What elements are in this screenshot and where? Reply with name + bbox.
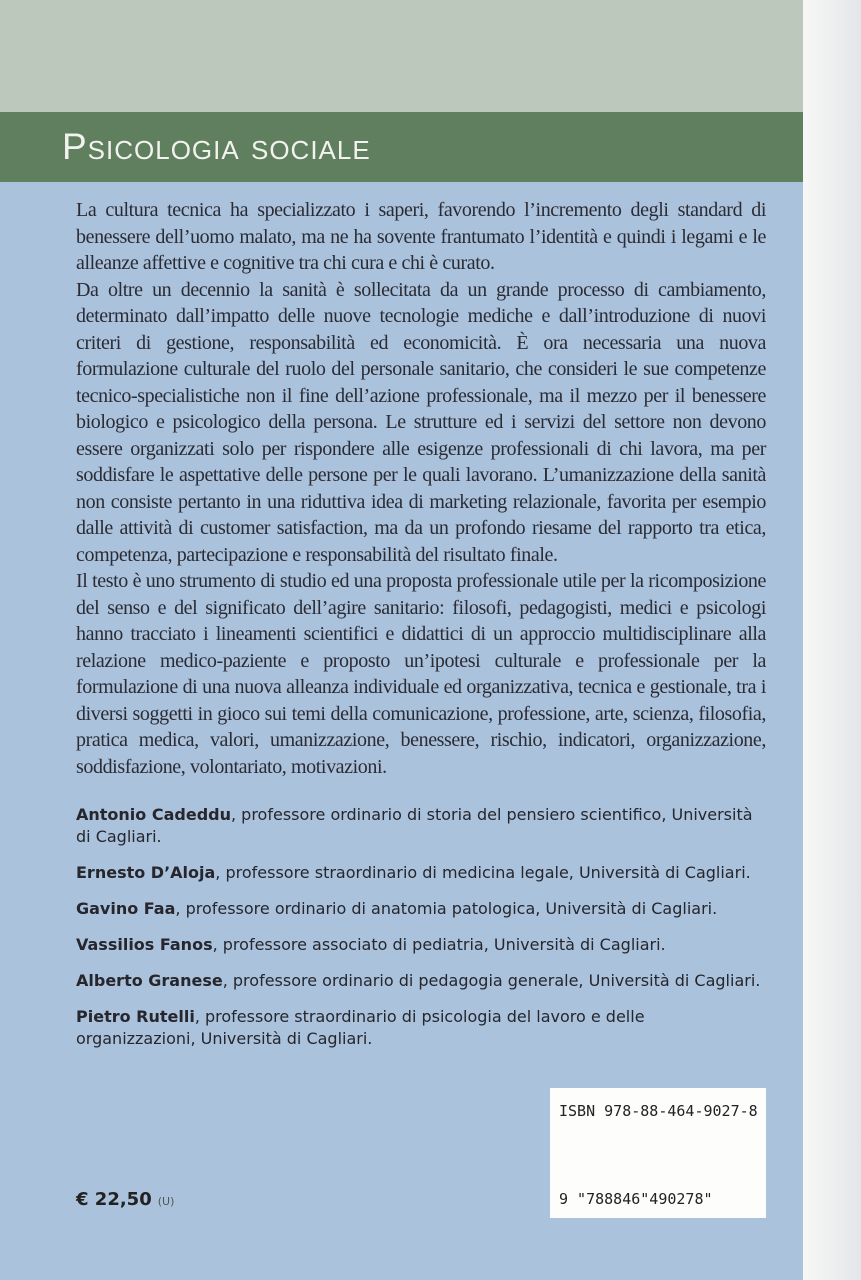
author-entry: [76, 862, 766, 884]
author-role: , professore ordinario di storia del pensiero scientifico, Università di Cagliari.: [76, 805, 753, 846]
author-entry: [76, 934, 766, 956]
isbn-box: [550, 1088, 766, 1218]
blurb-paragraph: La cultura tecnica ha specializzato i saperi, favorendo l’incremento degli standard di benessere dell’uomo malato, ma ne ha sovente frantumato l’identità e quindi i legami e le alleanze affettive e cognitive tra chi cura e chi è curato.: [76, 199, 766, 274]
blurb-text: [76, 197, 766, 780]
author-role: , professore ordinario di anatomia patologica, Università di Cagliari.: [175, 899, 718, 918]
price-label: [76, 1189, 174, 1210]
price: € 22,50: [76, 1189, 152, 1210]
price-code: (U): [157, 1195, 175, 1208]
author-role: , professore straordinario di medicina legale, Università di Cagliari.: [215, 863, 751, 882]
ean-number: 9 "788846"490278": [559, 1190, 713, 1208]
author-name: Ernesto D’Aloja: [76, 863, 216, 882]
page-edge: [803, 0, 861, 1280]
cover-footer: [76, 1088, 766, 1218]
author-entry: [76, 970, 766, 992]
series-title: Psicologia sociale: [62, 126, 371, 167]
author-name: Vassilios Fanos: [76, 935, 213, 954]
author-entry: [76, 1006, 766, 1050]
author-name: Pietro Rutelli: [76, 1007, 195, 1026]
isbn-number: ISBN 978-88-464-9027-8: [559, 1102, 758, 1120]
blurb-paragraph: Il testo è uno strumento di studio ed una proposta professionale utile per la ricomposizione del senso e del significato dell’agire sanitario: filosofi, pedagogisti, medici e psicologi hanno tracciato i lineamenti scientifici e didattici di un approccio multidisciplinare alla relazione medico-paziente e proposto un’ipotesi culturale e professionale per la formulazione di una nuova alleanza individuale ed organizzativa, tecnica e gestionale, tra i diversi soggetti in gioco sui temi della comunicazione, professione, arte, scienza, filosofia, pratica medica, valori, umanizzazione, benessere, rischio, indicatori, organizzazione, soddisfazione, volontariato, motivazioni.: [76, 570, 766, 778]
author-role: , professore straordinario di psicologia del lavoro e delle organizzazioni, Università di Cagliari.: [76, 1007, 645, 1048]
top-band: [0, 0, 803, 112]
blurb-paragraph: Da oltre un decennio la sanità è sollecitata da un grande processo di cambiamento, determinato dall’impatto delle nuove tecnologie mediche e dall’introduzione di nuovi criteri di gestione, responsabilità ed economicità. È ora necessaria una nuova formulazione culturale del ruolo del personale sanitario, che consideri le sue competenze tecnico-specialistiche non il fine dell’azione professionale, ma il mezzo per il benessere biologico e psicologico della persona. Le strutture ed i servizi del settore non devono essere organizzati solo per rispondere alle esigenze professionali di chi lavora, ma per soddisfare le aspettative delle persone per le quali lavorano. L’umanizzazione della sanità non consiste pertanto in una riduttiva idea di marketing relazionale, favorita per esempio dalle attività di customer satisfaction, ma da un profondo riesame del rapporto tra etica, competenza, partecipazione e responsabilità del risultato finale.: [76, 278, 766, 566]
author-entry: [76, 804, 766, 848]
author-entry: [76, 898, 766, 920]
author-role: , professore associato di pediatria, Università di Cagliari.: [212, 935, 666, 954]
author-name: Alberto Granese: [76, 971, 223, 990]
cover-content: [76, 197, 766, 1268]
author-role: , professore ordinario di pedagogia generale, Università di Cagliari.: [222, 971, 761, 990]
author-name: Antonio Cadeddu: [76, 805, 231, 824]
series-band: [0, 112, 803, 182]
author-list: [76, 804, 766, 1064]
author-name: Gavino Faa: [76, 899, 176, 918]
